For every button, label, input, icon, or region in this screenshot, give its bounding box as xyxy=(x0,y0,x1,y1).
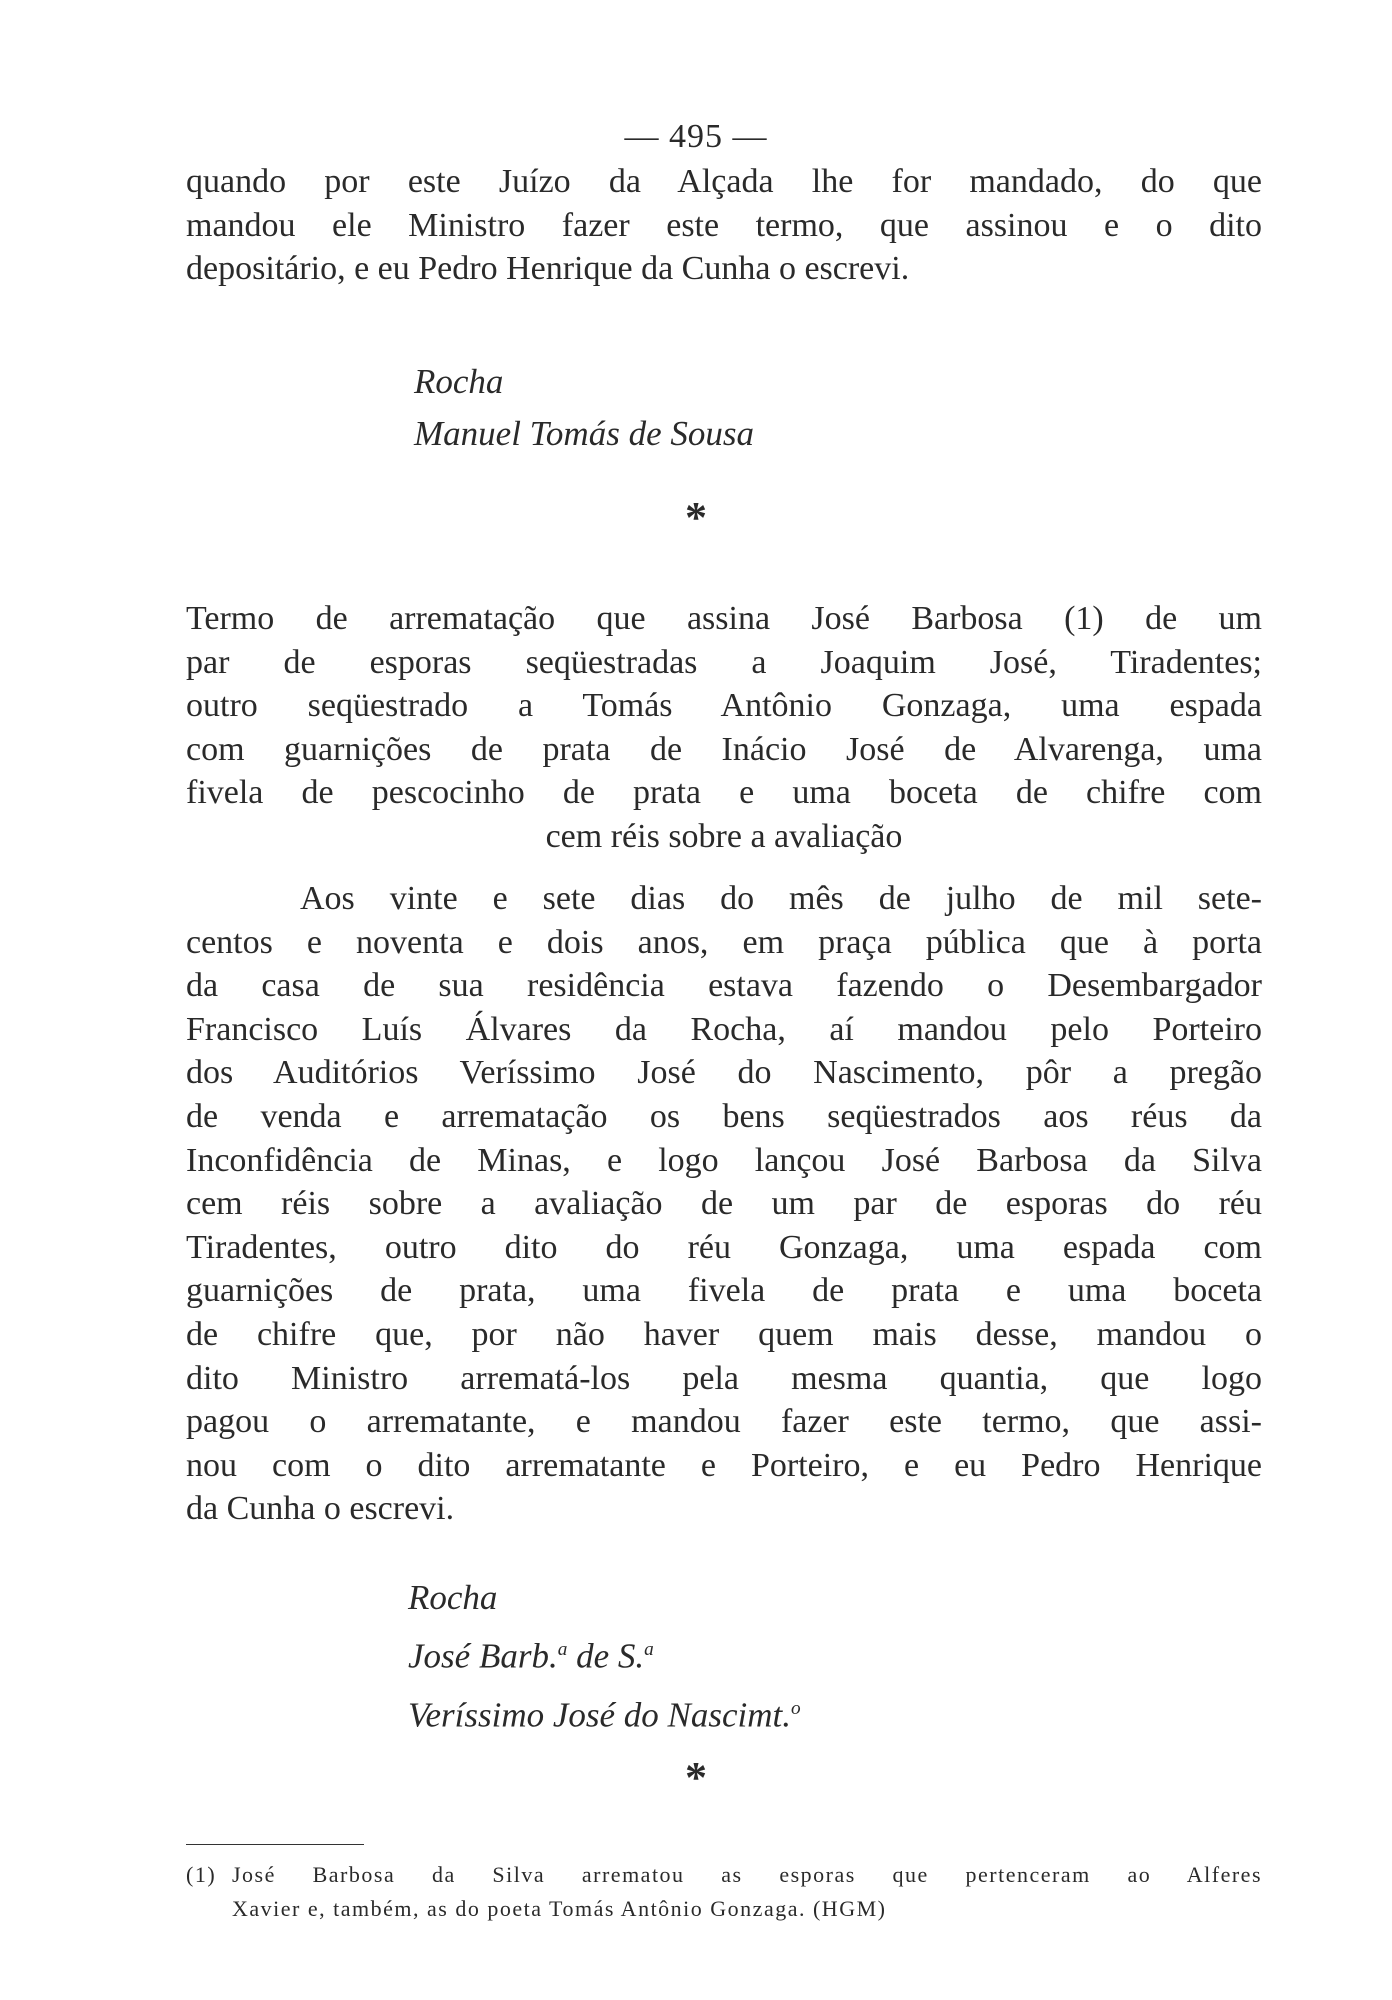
heading-line: fivela de pescocinho de prata e uma boceta de chifre com xyxy=(186,774,1262,812)
signature-verissimo xyxy=(408,1683,801,1742)
text-line: depositário, e eu Pedro Henrique da Cunha o escrevi. xyxy=(186,250,910,288)
ordinal-superscript: a xyxy=(644,1639,654,1660)
text-line: de chifre que, por não haver quem mais desse, mandou o xyxy=(186,1315,1262,1353)
signature-manuel-tomas: Manuel Tomás de Sousa xyxy=(414,414,754,453)
ordinal-superscript: a xyxy=(557,1639,568,1660)
text-line: Francisco Luís Álvares da Rocha, aí mandou pelo Porteiro xyxy=(186,1010,1262,1048)
text-line: quando por este Juízo da Alçada lhe for mandado, do que xyxy=(186,163,1262,200)
footnote-line: Xavier e, também, as do poeta Tomás Antônio Gonzaga. (HGM) xyxy=(232,1896,887,1921)
signature-block-1 xyxy=(414,356,754,460)
text-line: pagou o arrematante, e mandou fazer este termo, que assi- xyxy=(186,1403,1262,1441)
signature-jose-barbosa xyxy=(408,1624,801,1683)
section-separator-1: * xyxy=(685,493,707,542)
text-line: nou com o dito arrematante e Porteiro, e eu Pedro Henrique xyxy=(186,1446,1262,1484)
footnote-marker: (1) xyxy=(186,1862,217,1887)
text-line: cem réis sobre a avaliação de um par de esporas do réu xyxy=(186,1185,1262,1223)
signature-text: José Barb. xyxy=(408,1636,558,1676)
text-line: Tiradentes, outro dito do réu Gonzaga, uma espada com xyxy=(186,1228,1262,1266)
signature-text: de S. xyxy=(567,1636,645,1676)
text-line: Aos vinte e sete dias do mês de julho de mil sete- xyxy=(300,880,1262,917)
footnote-line xyxy=(186,1858,1262,1892)
paragraph-main xyxy=(186,877,1262,1531)
page-number: — 495 — xyxy=(624,118,768,155)
heading-line: cem réis sobre a avaliação xyxy=(545,817,903,855)
text-line: mandou ele Ministro fazer este termo, que assinou e o dito xyxy=(186,206,1262,244)
section-separator-2: * xyxy=(685,1753,707,1802)
text-line: Inconfidência de Minas, e logo lançou José Barbosa da Silva xyxy=(186,1141,1262,1179)
text-line: de venda e arrematação os bens seqüestrados aos réus da xyxy=(186,1097,1262,1135)
section-heading xyxy=(186,597,1262,859)
signature-text: Veríssimo José do Nascimt. xyxy=(408,1695,792,1735)
heading-line: outro seqüestrado a Tomás Antônio Gonzaga, uma espada xyxy=(186,687,1262,725)
heading-line: Termo de arrematação que assina José Barbosa (1) de um xyxy=(186,600,1262,637)
footnote-text: José Barbosa da Silva arrematou as esporas que pertenceram ao Alferes xyxy=(232,1862,1262,1887)
footnote-divider xyxy=(186,1844,364,1845)
text-line: centos e noventa e dois anos, em praça pública que à porta xyxy=(186,923,1262,961)
ordinal-superscript: o xyxy=(791,1697,801,1719)
text-line: da casa de sua residência estava fazendo o Desembargador xyxy=(186,967,1262,1005)
heading-line: par de esporas seqüestradas a Joaquim José, Tiradentes; xyxy=(186,643,1262,681)
text-line: da Cunha o escrevi. xyxy=(186,1490,455,1528)
signature-block-2 xyxy=(408,1572,801,1741)
text-line: guarnições de prata, uma fivela de prata e uma boceta xyxy=(186,1272,1262,1310)
signature-rocha: Rocha xyxy=(414,362,504,401)
paragraph-continuation xyxy=(186,160,1262,291)
text-line: dos Auditórios Veríssimo José do Nascimento, pôr a pregão xyxy=(186,1054,1262,1092)
text-line: dito Ministro arrematá-los pela mesma quantia, que logo xyxy=(186,1359,1262,1397)
footnote xyxy=(186,1858,1262,1926)
heading-line: com guarnições de prata de Inácio José de Alvarenga, uma xyxy=(186,730,1262,768)
signature-rocha: Rocha xyxy=(408,1578,498,1617)
